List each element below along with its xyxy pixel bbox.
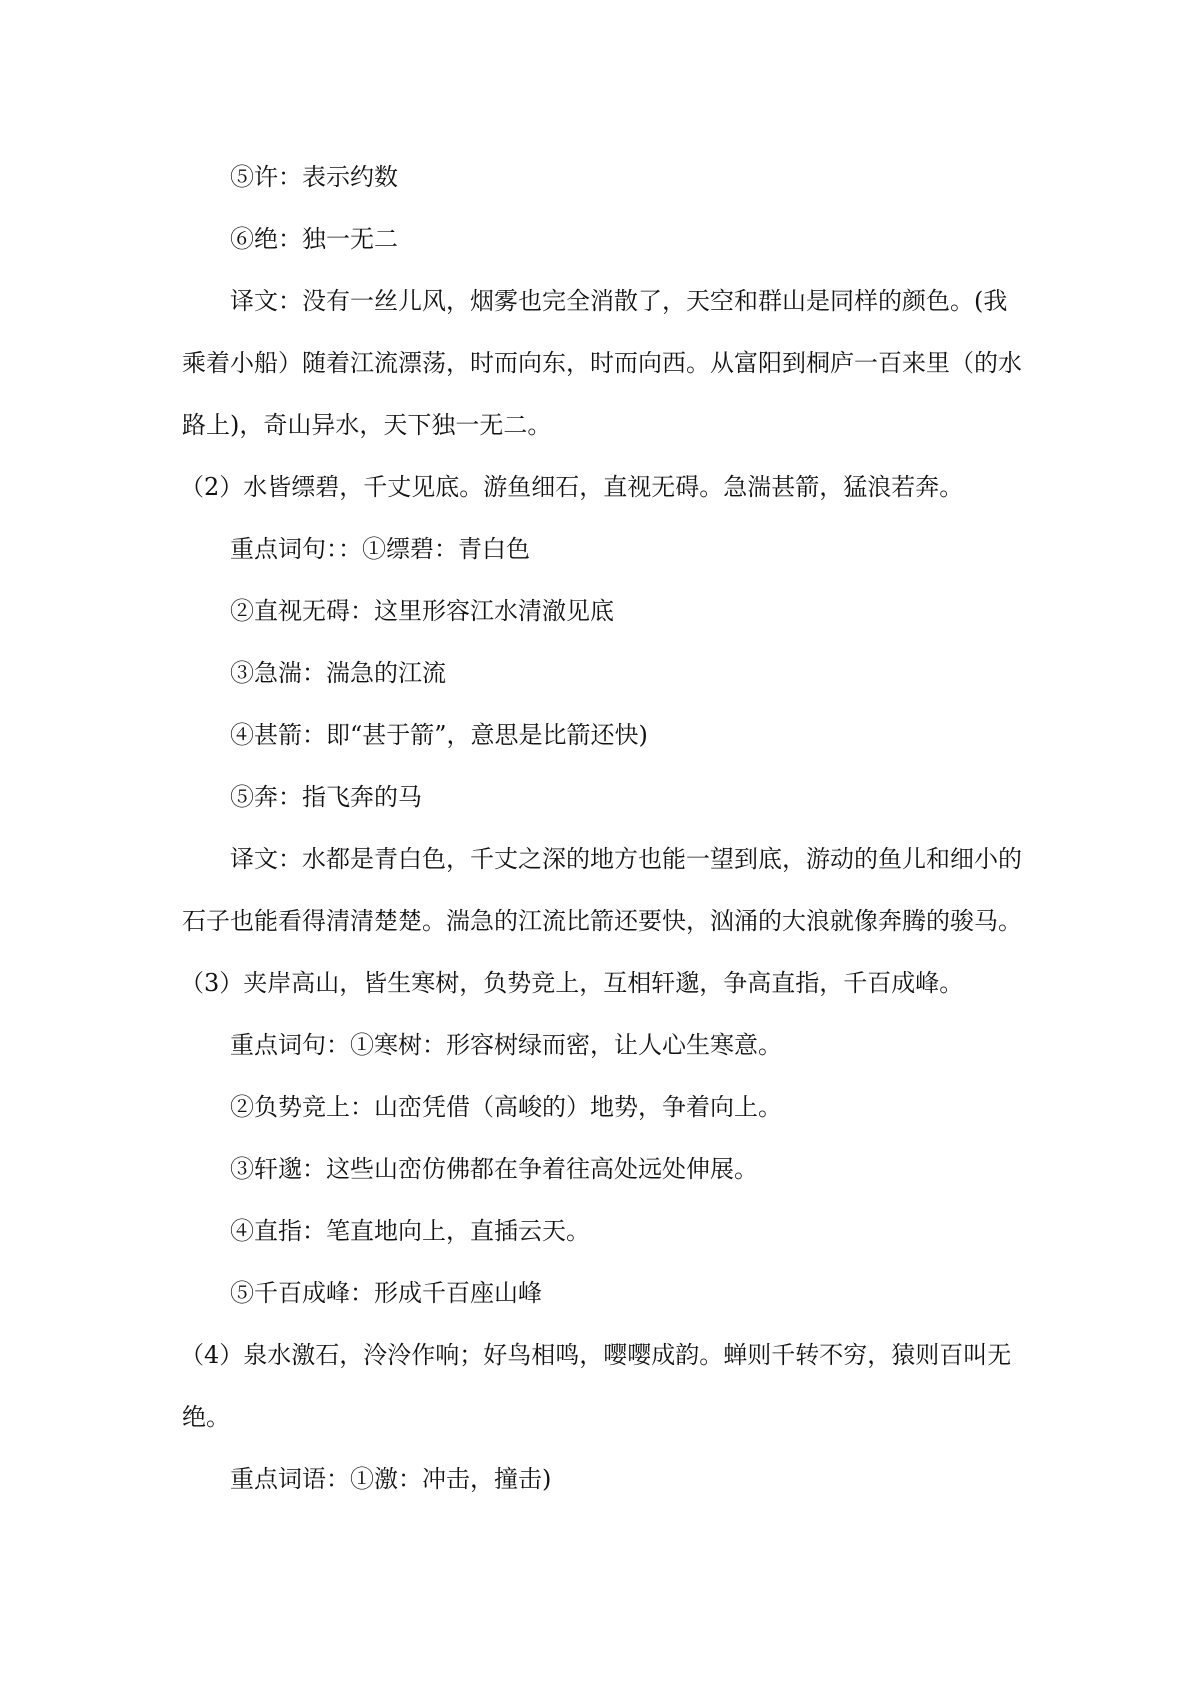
section-3-text: （3）夹岸高山，皆生寒树，负势竞上，互相轩邈，争高直指，千百成峰。	[180, 969, 964, 997]
section-2-text: （2）水皆缥碧，千丈见底。游鱼细石，直视无碍。急湍甚箭，猛浪若奔。	[180, 473, 964, 501]
translation-1-line-1: 译文：没有一丝儿风，烟雾也完全消散了，天空和群山是同样的颜色。(我	[230, 287, 1008, 315]
note-xu: ⑤许：表示约数	[230, 163, 398, 191]
note-jue: ⑥绝：独一无二	[230, 225, 398, 253]
translation-2-line-1: 译文：水都是青白色，千丈之深的地方也能一望到底，游动的鱼儿和细小的	[230, 845, 1022, 873]
note-fushijingshang: ②负势竞上：山峦凭借（高峻的）地势，争着向上。	[230, 1093, 782, 1121]
translation-1-line-3: 路上)，奇山异水，天下独一无二。	[182, 411, 552, 439]
note-qianbaichengfeng: ⑤千百成峰：形成千百座山峰	[230, 1279, 542, 1307]
note-xuanmiao: ③轩邈：这些山峦仿佛都在争着往高处远处伸展。	[230, 1155, 758, 1183]
translation-2-line-2: 石子也能看得清清楚楚。湍急的江流比箭还要快，汹涌的大浪就像奔腾的骏马。	[182, 907, 1022, 935]
note-shenjian: ④甚箭：即“甚于箭”，意思是比箭还快)	[230, 721, 648, 749]
section-4-text-line-2: 绝。	[182, 1403, 230, 1431]
note-zhizhi: ④直指：笔直地向上，直插云天。	[230, 1217, 590, 1245]
note-ben: ⑤奔：指飞奔的马	[230, 783, 422, 811]
section-4-text-line-1: （4）泉水激石，泠泠作响；好鸟相鸣，嘤嘤成韵。蝉则千转不穷，猿则百叫无	[180, 1341, 1012, 1369]
section-3-key-words: 重点词句：①寒树：形容树绿而密，让人心生寒意。	[230, 1031, 782, 1059]
section-4-key-words: 重点词语：①激：冲击，撞击)	[230, 1465, 552, 1493]
translation-1-line-2: 乘着小船）随着江流漂荡，时而向东，时而向西。从富阳到桐庐一百来里（的水	[182, 349, 1022, 377]
note-jituan: ③急湍：湍急的江流	[230, 659, 446, 687]
note-zhishiwuai: ②直视无碍：这里形容江水清澈见底	[230, 597, 614, 625]
section-2-key-words: 重点词句：：①缥碧：青白色	[230, 535, 530, 563]
